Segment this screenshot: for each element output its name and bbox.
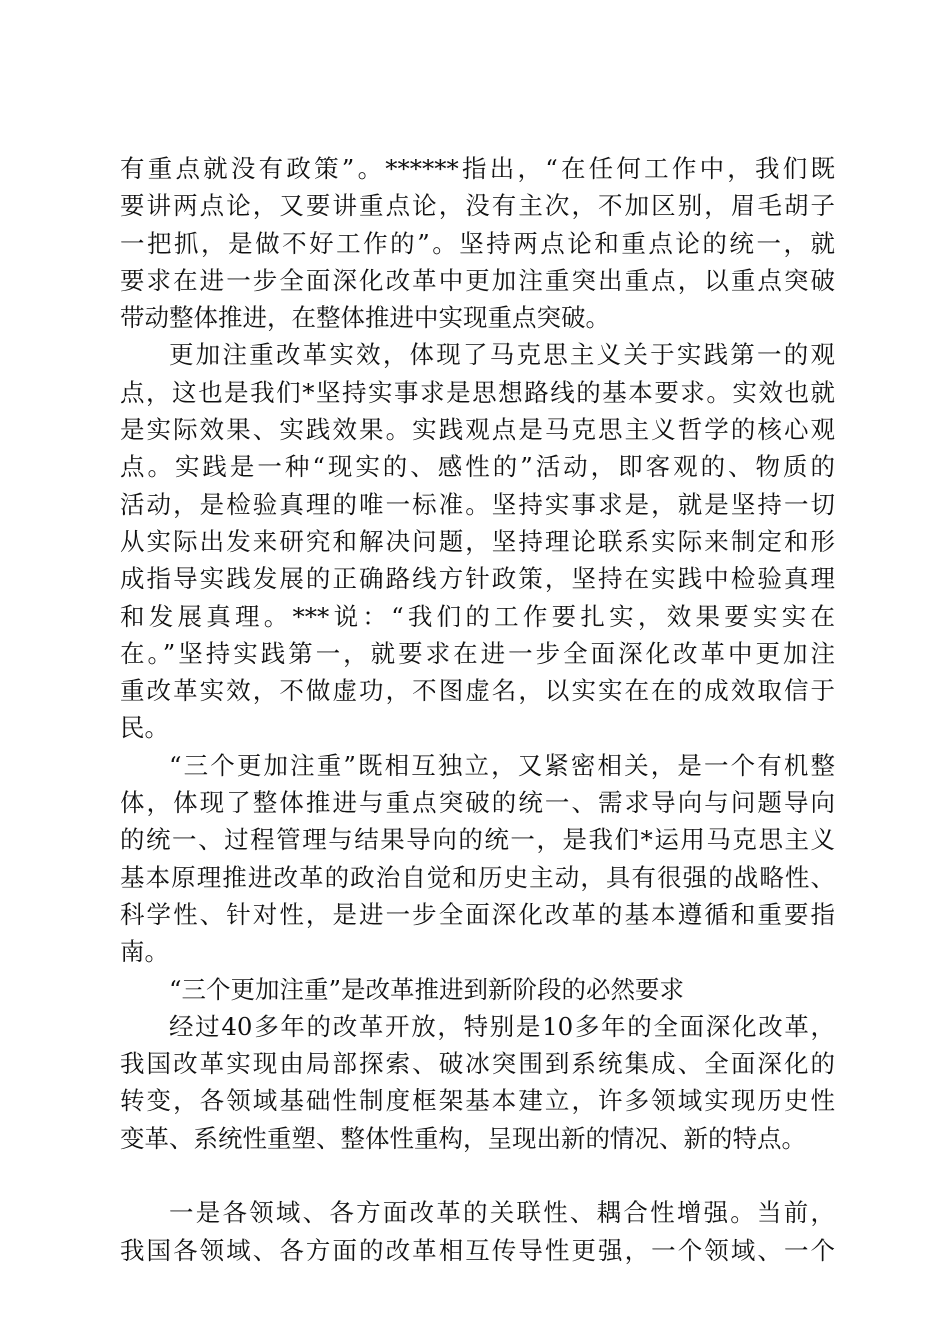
paragraph-3-line-5: 科学性、针对性，是进一步全面深化改革的基本遵循和重要指: [120, 899, 835, 929]
paragraph-2-line-6: 从实际出发来研究和解决问题，坚持理论联系实际来制定和形: [120, 526, 835, 556]
paragraph-5-line-2: 我国改革实现由局部探索、破冰突围到系统集成、全面深化的: [120, 1049, 835, 1079]
document-body: [120, 150, 835, 1269]
paragraph-1-line-5: 带动整体推进，在整体推进中实现重点突破。: [120, 303, 610, 333]
paragraph-3-line-4: 基本原理推进改革的政治自觉和历史主动，具有很强的战略性、: [120, 862, 835, 892]
paragraph-2-line-1: 更加注重改革实效，体现了马克思主义关于实践第一的观: [169, 340, 835, 370]
paragraph-2-line-7: 成指导实践发展的正确路线方针政策，坚持在实践中检验真理: [120, 564, 835, 594]
paragraph-1-line-2: 要讲两点论，又要讲重点论，没有主次，不加区别，眉毛胡子: [120, 191, 835, 221]
blank-line: [120, 1157, 835, 1194]
paragraph-1-line-4: 要求在进一步全面深化改革中更加注重突出重点，以重点突破: [120, 265, 835, 295]
paragraph-2-line-11: 民。: [120, 713, 169, 743]
paragraph-2-line-4: 点。实践是一种“现实的、感性的”活动，即客观的、物质的: [120, 452, 835, 482]
paragraph-5-line-3: 转变，各领域基础性制度框架基本建立，许多领域实现历史性: [120, 1086, 835, 1116]
paragraph-1-line-3: 一把抓，是做不好工作的”。坚持两点论和重点论的统一，就: [120, 228, 835, 258]
paragraph-3-line-3: 的统一、过程管理与结果导向的统一，是我们*运用马克思主义: [120, 825, 835, 855]
paragraph-3-line-2: 体，体现了整体推进与重点突破的统一、需求导向与问题导向: [120, 788, 835, 818]
paragraph-3-line-6: 南。: [120, 937, 169, 967]
paragraph-2-line-10: 重改革实效，不做虚功，不图虚名，以实实在在的成效取信于: [120, 676, 835, 706]
paragraph-6-line-1: 一是各领域、各方面改革的关联性、耦合性增强。当前，: [169, 1198, 835, 1228]
paragraph-5-line-4: 变革、系统性重塑、整体性重构，呈现出新的情况、新的特点。: [120, 1123, 806, 1153]
paragraph-2-line-5: 活动，是检验真理的唯一标准。坚持实事求是，就是坚持一切: [120, 489, 835, 519]
paragraph-5-line-1: 经过40多年的改革开放，特别是10多年的全面深化改革，: [169, 1011, 835, 1041]
paragraph-2-line-9: 在。”坚持实践第一，就要求在进一步全面深化改革中更加注: [120, 638, 835, 668]
section-heading: “三个更加注重”是改革推进到新阶段的必然要求: [169, 974, 685, 1004]
paragraph-2-line-2: 点，这也是我们*坚持实事求是思想路线的基本要求。实效也就: [120, 377, 835, 407]
paragraph-2-line-3: 是实际效果、实践效果。实践观点是马克思主义哲学的核心观: [120, 415, 835, 445]
paragraph-6-line-2: 我国各领域、各方面的改革相互传导性更强，一个领域、一个: [120, 1235, 835, 1265]
paragraph-2-line-8: 和发展真理。***说：“我们的工作要扎实，效果要实实在: [120, 601, 835, 631]
paragraph-1-line-1: 有重点就没有政策”。******指出，“在任何工作中，我们既: [120, 154, 835, 183]
paragraph-3-line-1: “三个更加注重”既相互独立，又紧密相关，是一个有机整: [169, 750, 835, 780]
